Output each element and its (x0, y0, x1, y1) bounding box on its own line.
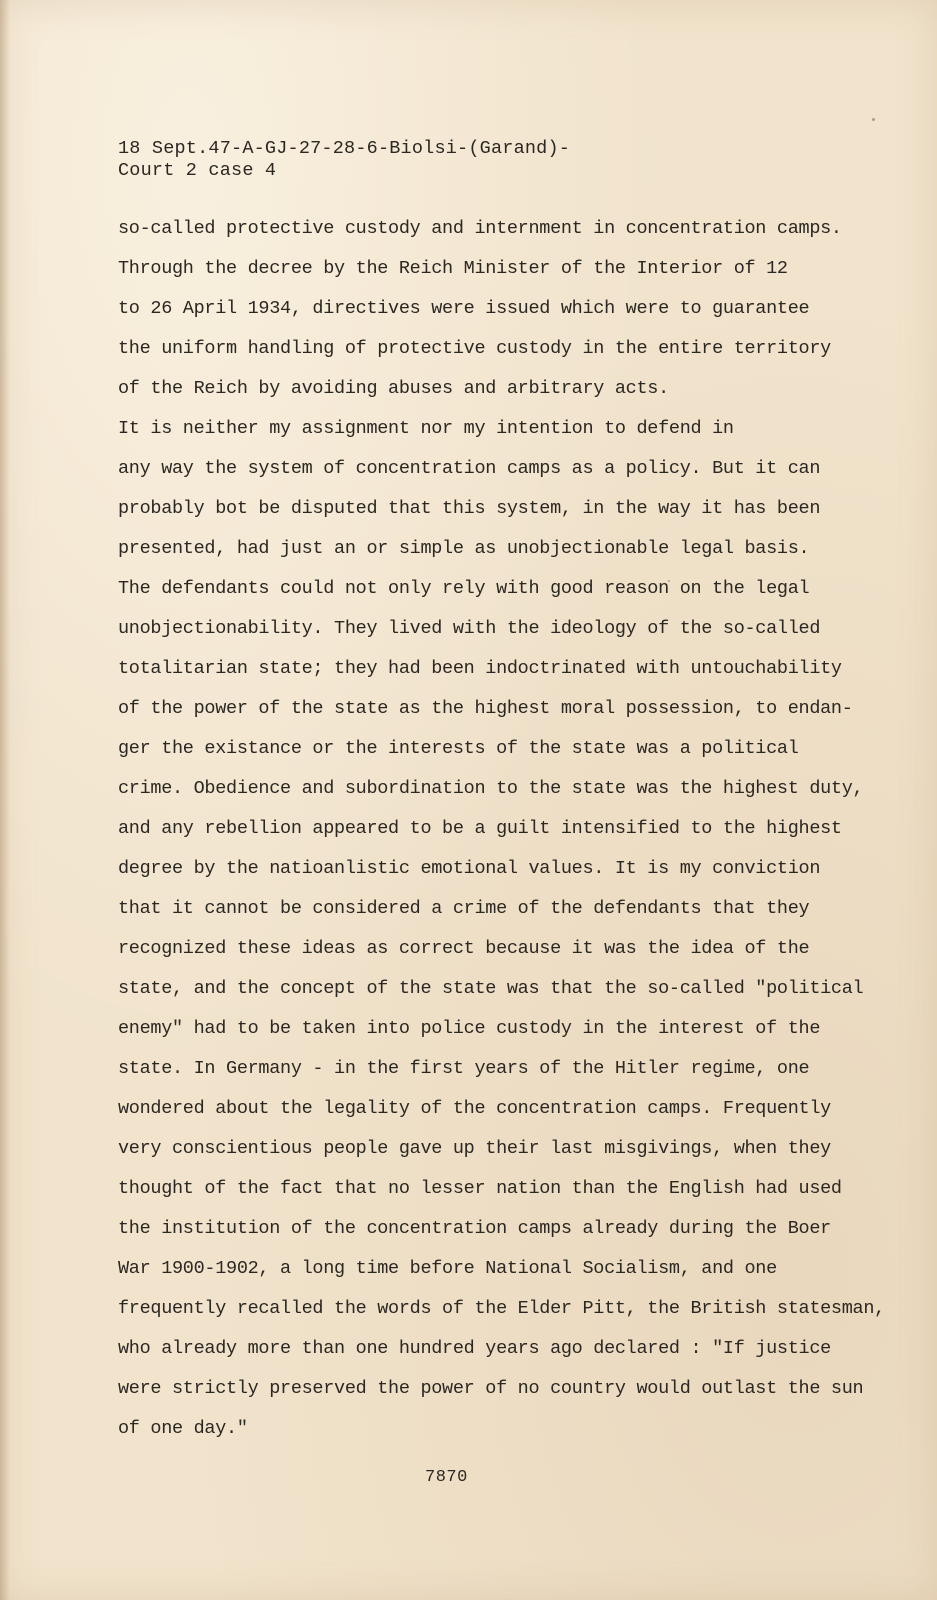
body-line: of one day." (118, 1418, 248, 1439)
body-line: wondered about the legality of the concentration camps. Frequently (118, 1098, 831, 1119)
body-line: presented, had just an or simple as unobjectionable legal basis. (118, 538, 810, 559)
body-line: enemy" had to be taken into police custody in the interest of the (118, 1018, 821, 1039)
body-line: probably bot be disputed that this system, in the way it has been (118, 498, 821, 519)
body-line: degree by the natioanlistic emotional values. It is my conviction (118, 858, 821, 879)
body-line: War 1900-1902, a long time before National Socialism, and one (118, 1258, 777, 1279)
body-line: crime. Obedience and subordination to the state was the highest duty, (118, 778, 864, 799)
body-line: any way the system of concentration camps as a policy. But it can (118, 458, 821, 479)
body-line: the institution of the concentration camps already during the Boer (118, 1218, 831, 1239)
body-line: were strictly preserved the power of no country would outlast the sun (118, 1378, 864, 1399)
body-line: of the power of the state as the highest moral possession, to endan- (118, 698, 853, 719)
body-line: ger the existance or the interests of the state was a political (118, 738, 799, 759)
paper-speck (872, 118, 875, 121)
body-line: the uniform handling of protective custody in the entire territory (118, 338, 831, 359)
body-line: that it cannot be considered a crime of the defendants that they (118, 898, 810, 919)
body-line: very conscientious people gave up their last misgivings, when they (118, 1138, 831, 1159)
body-line: Through the decree by the Reich Minister of the Interior of 12 (118, 258, 788, 279)
body-line: who already more than one hundred years ago declared : "If justice (118, 1338, 831, 1359)
body-line: state. In Germany - in the first years of the Hitler regime, one (118, 1058, 810, 1079)
body-line: unobjectionability. They lived with the ideology of the so-called (118, 618, 821, 639)
body-line: totalitarian state; they had been indoctrinated with untouchability (118, 658, 842, 679)
body-line: thought of the fact that no lesser nation than the English had used (118, 1178, 842, 1199)
body-line: state, and the concept of the state was that the so-called "political (118, 978, 864, 999)
case-header-line-2: Court 2 case 4 (118, 160, 277, 181)
case-header-line-1: 18 Sept.47-A-GJ-27-28-6-Biolsi-(Garand)- (118, 138, 571, 159)
body-line: so-called protective custody and internment in concentration camps. (118, 218, 842, 239)
body-line: It is neither my assignment nor my intention to defend in (118, 418, 734, 439)
body-line: frequently recalled the words of the Elder Pitt, the British statesman, (118, 1298, 885, 1319)
body-line: recognized these ideas as correct because it was the idea of the (118, 938, 810, 959)
body-line: of the Reich by avoiding abuses and arbitrary acts. (118, 378, 669, 399)
paper-edge-shadow (0, 0, 10, 1600)
body-line: to 26 April 1934, directives were issued which were to guarantee (118, 298, 810, 319)
page-number: 7870 (425, 1468, 468, 1487)
body-line: The defendants could not only rely with good reason on the legal (118, 578, 810, 599)
body-line: and any rebellion appeared to be a guilt intensified to the highest (118, 818, 842, 839)
